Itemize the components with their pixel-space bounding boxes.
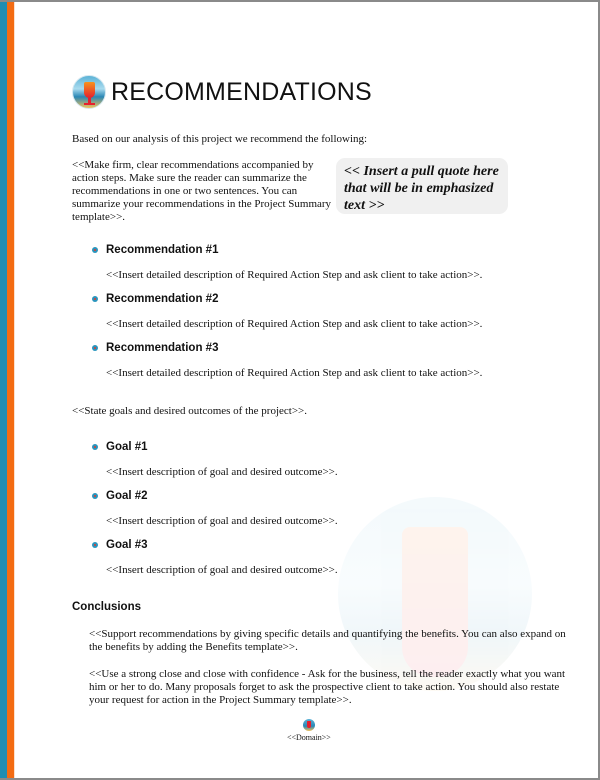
recommendation-description: <<Insert detailed description of Required Action Step and ask client to take action>>. xyxy=(106,318,483,330)
recommendation-title: Recommendation #1 xyxy=(106,244,219,256)
goal-description: <<Insert description of goal and desired outcome>>. xyxy=(106,564,338,576)
goal-description: <<Insert description of goal and desired outcome>>. xyxy=(106,466,338,478)
recommendation-description: <<Insert detailed description of Required Action Step and ask client to take action>>. xyxy=(106,367,483,379)
page-title: RECOMMENDATIONS xyxy=(111,77,372,106)
page-header xyxy=(72,74,372,110)
bullet-icon xyxy=(92,542,98,548)
goal-description: <<Insert description of goal and desired outcome>>. xyxy=(106,515,338,527)
watermark-logo-icon xyxy=(338,497,532,691)
cocktail-logo-icon xyxy=(72,75,106,109)
bullet-icon xyxy=(92,444,98,450)
left-stripe-orange xyxy=(7,2,14,778)
bullet-icon xyxy=(92,247,98,253)
goal-title: Goal #1 xyxy=(106,441,148,453)
goal-title: Goal #2 xyxy=(106,490,148,502)
recommendation-description: <<Insert detailed description of Required Action Step and ask client to take action>>. xyxy=(106,269,483,281)
left-stripe-accent xyxy=(14,2,15,778)
lead-paragraph: <<Make firm, clear recommendations accompanied by action steps. Make sure the reader can summarize the recommendations in one or two sentences. You can summarize your recommendations in the Project Summary template>>. xyxy=(72,159,332,223)
intro-text: Based on our analysis of this project we recommend the following: xyxy=(72,133,368,145)
bullet-icon xyxy=(92,345,98,351)
bullet-icon xyxy=(92,296,98,302)
domain-logo-icon xyxy=(303,719,315,731)
bullet-icon xyxy=(92,493,98,499)
conclusions-heading: Conclusions xyxy=(72,601,142,613)
conclusion-paragraph: <<Support recommendations by giving specific details and quantifying the benefits. You can also expand on the benefits by adding the Benefits template>>. xyxy=(89,628,566,653)
left-stripe-blue xyxy=(0,2,7,778)
recommendation-title: Recommendation #3 xyxy=(106,342,219,354)
goal-title: Goal #3 xyxy=(106,539,148,551)
goals-intro: <<State goals and desired outcomes of the project>>. xyxy=(72,405,307,417)
footer-domain: <<Domain>> xyxy=(287,733,331,742)
recommendation-title: Recommendation #2 xyxy=(106,293,219,305)
conclusion-paragraph: <<Use a strong close and close with confidence - Ask for the business, tell the reader exactly what you want him or her to do. Many proposals forget to ask the prospective client to take action. You should also restate your request for action in the Project Summary template>>. xyxy=(89,668,566,706)
pull-quote: << Insert a pull quote here that will be in emphasized text >> xyxy=(336,158,508,214)
